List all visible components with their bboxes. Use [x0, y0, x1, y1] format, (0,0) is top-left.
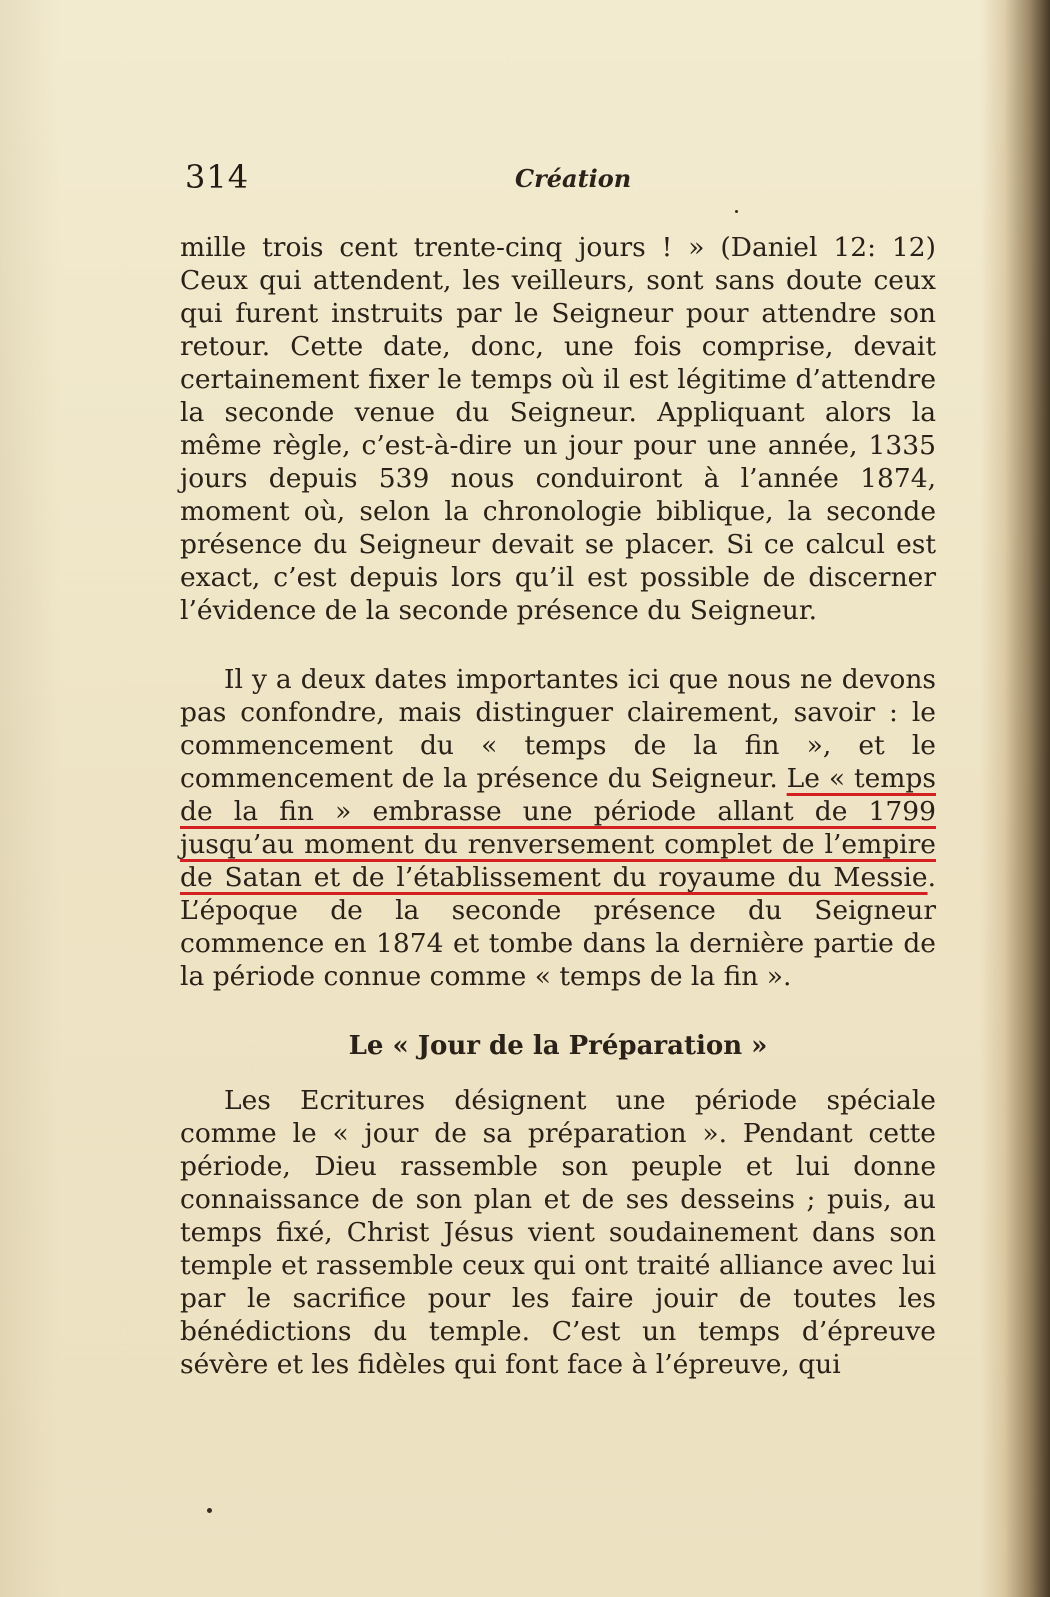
ink-speck — [207, 1508, 212, 1513]
page-number: 314 — [185, 158, 250, 196]
paragraph-2-text — [180, 663, 936, 993]
running-title: Création — [515, 164, 632, 193]
page-header — [185, 158, 945, 198]
paragraph-3-text: Les Ecritures désignent une période spéciale comme le « jour de sa préparation ». Pendant cette période, Dieu rassemble son peuple et lui donne connaissance de son plan et de ses desseins ; puis, au temps fixé, Christ Jésus vient soudainement dans son temple et rassemble ceux qui ont traité alliance avec lui par le sacrifice pour les faire jouir de toutes les bénédictions du temple. C’est un temps d’épreuve sévère et les fidèles qui font face à l’épreuve, qui — [180, 1085, 936, 1380]
paragraph-1 — [180, 231, 936, 627]
section-heading: Le « Jour de la Préparation » — [348, 1031, 768, 1061]
paragraph-1-text: mille trois cent trente-cinq jours ! » (Daniel 12: 12) Ceux qui attendent, les veilleurs, sont sans doute ceux qui furent instruits par le Seigneur pour attendre son retour. Cette date, donc, une fois comprise, devait certainement fixer le temps où il est légitime d’attendre la seconde venue du Seigneur. Appliquant alors la même règle, c’est-à-dire un jour pour une année, 1335 jours depuis 539 nous conduiront à l’année 1874, moment où, selon la chronologie biblique, la seconde présence du Seigneur devait se placer. Si ce calcul est exact, c’est depuis lors qu’il est possible de discerner l’évidence de la seconde présence du Seigneur. — [180, 232, 936, 626]
paragraph-2-before: Il y a deux dates importantes ici que nous ne devons pas confondre, mais distinguer clairement, savoir : le commencement du « temps de la fin », et le commencement de la présence du Seigneur. — [180, 664, 936, 794]
paragraph-2-after: . L’époque de la seconde présence du Seigneur commence en 1874 et tombe dans la dernière partie de la période connue comme « temps de la fin ». — [180, 862, 936, 992]
ink-speck — [735, 210, 738, 213]
highlighted-passage: Le « temps de la fin » embrasse une période allant de 1799 jusqu’au moment du renversement complet de l’empire de Satan et de l’établissement du royaume du Messie — [180, 763, 936, 893]
paragraph-2 — [180, 663, 936, 993]
paragraph-3 — [180, 1084, 936, 1381]
binding-shadow — [980, 0, 1050, 1597]
